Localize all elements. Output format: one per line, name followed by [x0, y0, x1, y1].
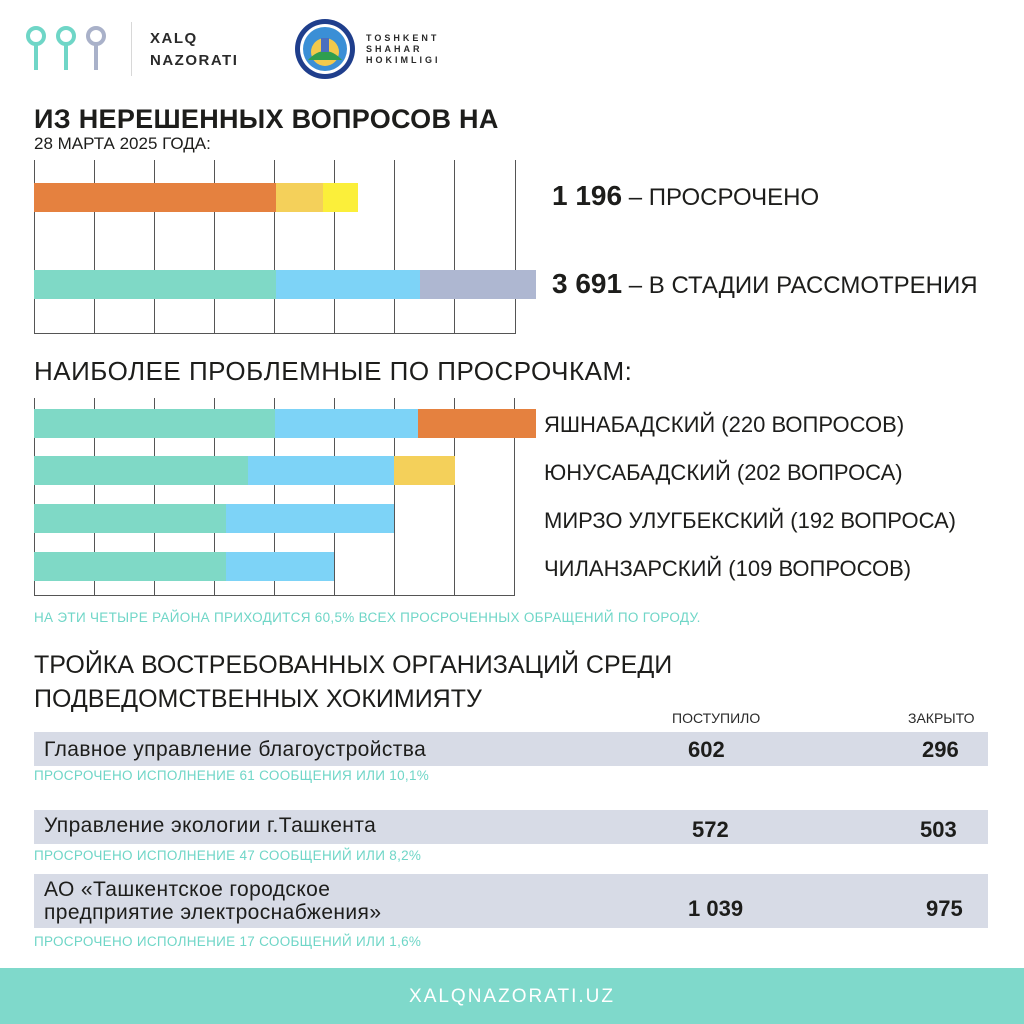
organization-name-line: АО «Ташкентское городское [44, 878, 331, 901]
organization-name-line: предприятие электроснабжения» [44, 901, 382, 924]
review-label: – В СТАДИИ РАССМОТРЕНИЯ [622, 272, 978, 299]
received-count: 602 [688, 737, 725, 762]
section3-title-line: ТРОЙКА ВОСТРЕБОВАННЫХ ОРГАНИЗАЦИЙ СРЕДИ [34, 651, 673, 679]
column-received-header: ПОСТУПИЛО [672, 710, 761, 726]
column-closed-header: ЗАКРЫТО [908, 710, 975, 726]
organization-name: Главное управление благоустройства [44, 738, 427, 761]
overdue-bar-segment [323, 183, 358, 212]
overdue-number: 1 196 [552, 180, 623, 211]
district-bar-segment [34, 504, 226, 533]
section1-subtitle: 28 МАРТА 2025 ГОДА: [34, 134, 211, 153]
review-stat [552, 268, 978, 300]
organization-name [44, 878, 381, 924]
district-bar-segment [34, 552, 226, 581]
section3-title [34, 648, 794, 716]
districts-share-note: НА ЭТИ ЧЕТЫРЕ РАЙОНА ПРИХОДИТСЯ 60,5% ВСЕХ ПРОСРОЧЕННЫХ ОБРАЩЕНИЙ ПО ГОРОДУ. [34, 610, 701, 625]
header-divider [131, 22, 132, 76]
overdue-bar-segment [34, 183, 276, 212]
district-label: ЮНУСАБАДСКИЙ (202 ВОПРОСА) [544, 460, 903, 485]
organization-overdue-note: ПРОСРОЧЕНО ИСПОЛНЕНИЕ 61 СООБЩЕНИЯ ИЛИ 10,1% [34, 768, 430, 783]
district-label: ЯШНАБАДСКИЙ (220 ВОПРОСОВ) [544, 412, 905, 437]
district-label: МИРЗО УЛУГБЕКСКИЙ (192 ВОПРОСА) [544, 508, 957, 533]
brand-name [150, 28, 238, 72]
district-bar-segment [34, 456, 248, 485]
district-bar-segment [34, 409, 275, 438]
organization-overdue-note: ПРОСРОЧЕНО ИСПОЛНЕНИЕ 47 СООБЩЕНИЙ ИЛИ 8,2% [34, 848, 422, 863]
overdue-stat [552, 180, 819, 212]
brand-line: XALQ [150, 30, 198, 47]
brand-line: NAZORATI [150, 52, 239, 69]
section3-title-line: ПОДВЕДОМСТВЕННЫХ ХОКИМИЯТУ [34, 685, 482, 713]
section2-title: НАИБОЛЕЕ ПРОБЛЕМНЫЕ ПО ПРОСРОЧКАМ: [34, 356, 633, 386]
hokim-line: TOSHKENT [366, 33, 440, 43]
review-bar-segment [34, 270, 276, 299]
organization-name: Управление экологии г.Ташкента [44, 814, 377, 837]
closed-count: 503 [920, 817, 957, 842]
review-number: 3 691 [552, 268, 623, 299]
district-bar-segment [226, 504, 394, 533]
district-bar-segment [275, 409, 418, 438]
district-bar-segment [418, 409, 536, 438]
district-bar-segment [394, 456, 455, 485]
footer-bar [0, 968, 1024, 1024]
review-bar-segment [420, 270, 536, 299]
hokim-line: SHAHAR [366, 44, 423, 54]
hokim-line: HOKIMLIGI [366, 55, 441, 65]
district-bar-segment [226, 552, 334, 581]
district-label: ЧИЛАНЗАРСКИЙ (109 ВОПРОСОВ) [544, 556, 912, 581]
footer-url[interactable]: XALQNAZORATI.UZ [409, 986, 615, 1007]
overdue-bar-segment [276, 183, 323, 212]
section1-title: ИЗ НЕРЕШЕННЫХ ВОПРОСОВ НА [34, 104, 499, 134]
organization-row [34, 732, 988, 766]
review-bar-segment [276, 270, 420, 299]
tashkent-hokimligi-text [366, 33, 441, 66]
district-bar-segment [248, 456, 394, 485]
received-count: 1 039 [688, 896, 744, 921]
received-count: 572 [692, 817, 729, 842]
organization-row [34, 810, 988, 844]
overdue-label: – ПРОСРОЧЕНО [622, 184, 820, 211]
closed-count: 975 [926, 896, 963, 921]
closed-count: 296 [922, 737, 959, 762]
xalq-nazorati-logo-icon [24, 24, 108, 74]
organization-overdue-note: ПРОСРОЧЕНО ИСПОЛНЕНИЕ 17 СООБЩЕНИЙ ИЛИ 1,6% [34, 934, 422, 949]
tashkent-city-emblem-icon [294, 18, 356, 80]
organization-row [34, 874, 988, 928]
